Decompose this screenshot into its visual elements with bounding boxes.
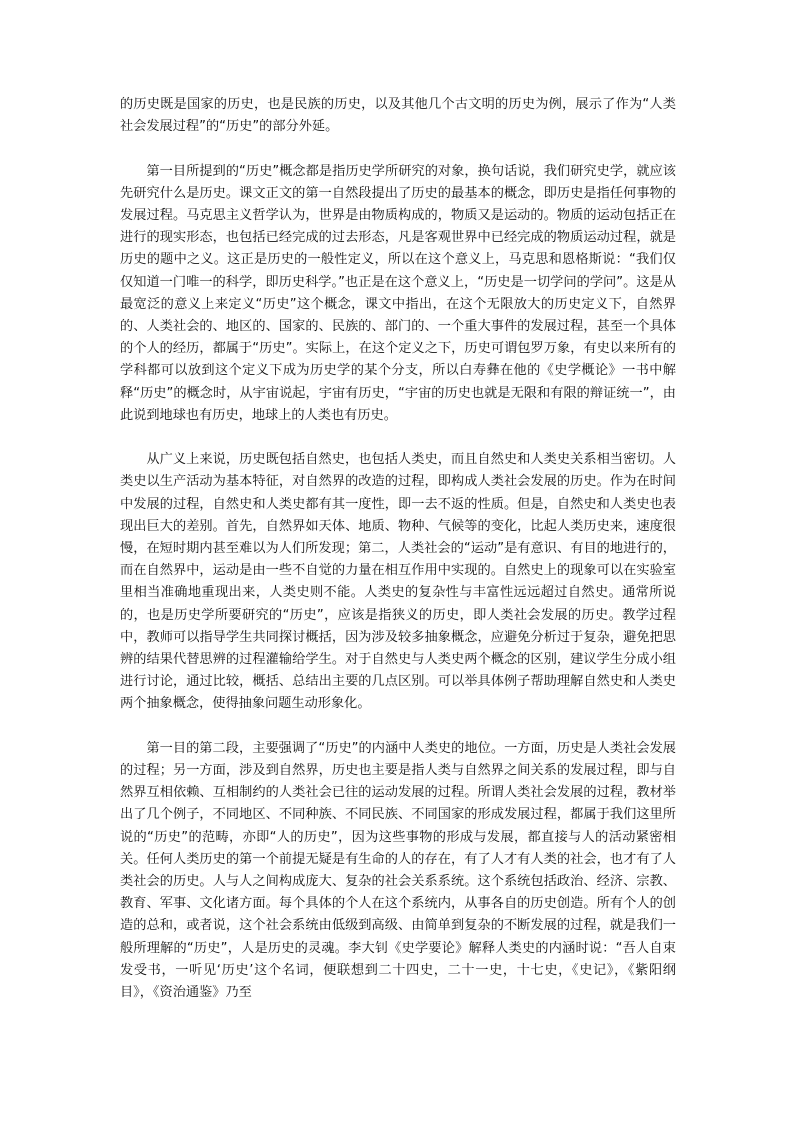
paragraph-human-history-role: 第一目的第二段，主要强调了“历史”的内涵中人类史的地位。一方面，历史是人类社会发展的过程；另一方面，涉及到自然界，历史也主要是指人类与自然界之间关系的发展过程，即与自然界互相依赖、互相制约的人类社会已往的运动发展的过程。所谓人类社会发展的过程，教材举出了几个例子，不同地区、不同种族、不同民族、不同国家的形成发展过程，都属于我们这里所说的“历史”的范畴，亦即“人的历史”，因为这些事物的形成与发展，都直接与人的活动紧密相关。任何人类历史的第一个前提无疑是有生命的人的存在，有了人才有人类的社会，也才有了人类社会的历史。人与人之间构成庞大、复杂的社会关系系统。这个系统包括政治、经济、宗教、教育、军事、文化诸方面。每个具体的个人在这个系统内，从事各自的历史创造。所有个人的创造的总和，或者说，这个社会系统由低级到高级、由简单到复杂的不断发展的过程，就是我们一般所理解的“历史”，人是历史的灵魂。李大钊《史学要论》解释人类史的内涵时说：“吾人自束发受书，一听见‘历史’这个名词，便联想到二十四史，二十一史，十七史，《史记》，《紫阳纲目》，《资治通鉴》乃至	[120, 740, 676, 1001]
paragraph-history-concept: 第一目所提到的“历史”概念都是指历史学所研究的对象，换句话说，我们研究史学，就应该先研究什么是历史。课文正文的第一自然段提出了历史的最基本的概念，即历史是指任何事物的发展过程。马克思主义哲学认为，世界是由物质构成的，物质又是运动的。物质的运动包括正在进行的现实形态，也包括已经完成的过去形态，凡是客观世界中已经完成的物质运动过程，就是历史的题中之义。这正是历史的一般性定义，所以在这个意义上，马克思和恩格斯说：“我们仅仅知道一门唯一的科学，即历史科学。”也正是在这个意义上，“历史是一切学问的学问”。这是从最宽泛的意义上来定义“历史”这个概念，课文中指出，在这个无限放大的历史定义下，自然界的、人类社会的、地区的、国家的、民族的、部门的、一个重大事件的发展过程，甚至一个具体的个人的经历，都属于“历史”。实际上，在这个定义之下，历史可谓包罗万象，有史以来所有的学科都可以放到这个定义下成为历史学的某个分支，所以白寿彝在他的《史学概论》一书中解释“历史”的概念时，从宇宙说起，宇宙有历史，“宇宙的历史也就是无限和有限的辩证统一”，由此说到地球也有历史，地球上的人类也有历史。	[120, 163, 676, 423]
paragraph-natural-vs-human-history: 从广义上来说，历史既包括自然史，也包括人类史，而且自然史和人类史关系相当密切。人类史以生产活动为基本特征，对自然界的改造的过程，即构成人类社会发展的历史。作为在时间中发展的过程，自然史和人类史都有其一度性，即一去不返的性质。但是，自然史和人类史也表现出巨大的差别。首先，自然界如天体、地质、物种、气候等的变化，比起人类历史来，速度很慢，在短时期内甚至难以为人们所发现；第二，人类社会的“运动”是有意识、有目的地进行的，而在自然界中，运动是由一些不自觉的力量在相互作用中实现的。自然史上的现象可以在实验室里相当准确地重现出来，人类史则不能。人类史的复杂性与丰富性远远超过自然史。通常所说的，也是历史学所要研究的“历史”，应该是指狭义的历史，即人类社会发展的历史。教学过程中，教师可以指导学生共同探讨概括，因为涉及较多抽象概念，应避免分析过于复杂，避免把思辨的结果代替思辨的过程灌输给学生。对于自然史与人类史两个概念的区别，建议学生分成小组进行讨论，通过比较，概括、总结出主要的几点区别。可以举具体例子帮助理解自然史和人类史两个抽象概念，使得抽象问题生动形象化。	[120, 452, 676, 712]
paragraph-continued: 的历史既是国家的历史，也是民族的历史，以及其他几个古文明的历史为例，展示了作为“人类社会发展过程”的“历史”的部分外延。	[120, 97, 676, 135]
document-body	[120, 94, 676, 1026]
